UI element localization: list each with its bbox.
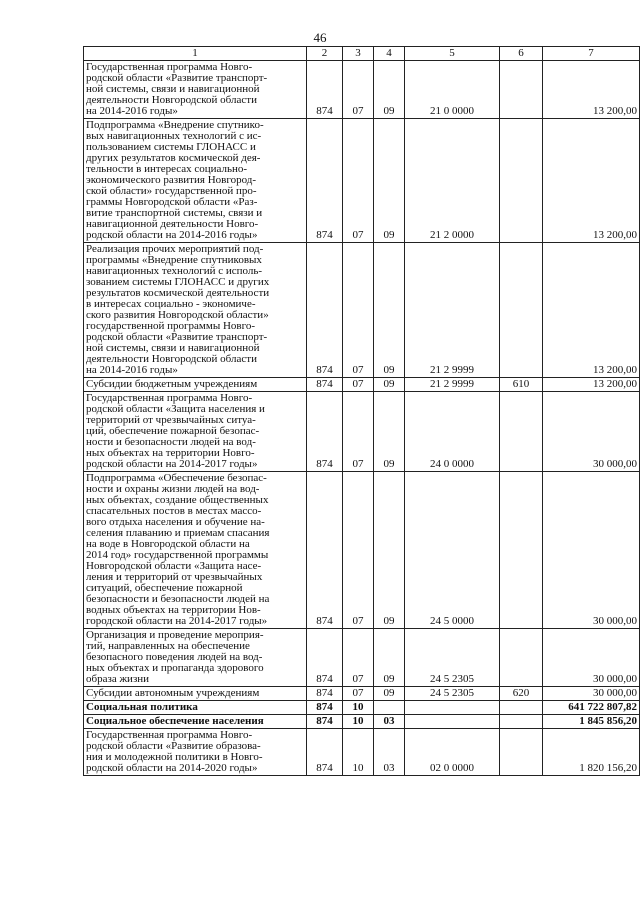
target-article-cell: 02 0 0000 <box>405 729 500 776</box>
ministry-code-cell: 874 <box>307 61 343 119</box>
expense-type-cell: 620 <box>500 687 543 701</box>
amount-cell: 13 200,00 <box>543 119 640 243</box>
row-name-cell: Субсидии автономным учреждениям <box>84 687 307 701</box>
expense-type-cell <box>500 392 543 472</box>
column-header: 4 <box>374 47 405 61</box>
row-name-cell: Субсидии бюджетным учреждениям <box>84 378 307 392</box>
amount-cell: 30 000,00 <box>543 687 640 701</box>
target-article-cell: 24 5 2305 <box>405 687 500 701</box>
ministry-code-cell: 874 <box>307 378 343 392</box>
amount-cell: 1 820 156,20 <box>543 729 640 776</box>
subsection-code-cell: 09 <box>374 472 405 629</box>
ministry-code-cell: 874 <box>307 701 343 715</box>
table-row <box>84 392 640 472</box>
section-code-cell: 10 <box>343 729 374 776</box>
table-row <box>84 61 640 119</box>
subsection-code-cell: 09 <box>374 378 405 392</box>
subsection-code-cell: 09 <box>374 243 405 378</box>
row-name-cell: Реализация прочих мероприятий под- программы «Внедрение спутниковых навигационных технологий с исполь- зованием системы ГЛОНАСС и других результатов космической деятельности в интересах социально - экономиче- ского развития Новгородской области» государственной программы Новго- родской области «Развитие транспорт- ной системы, связи и навигационной деятельности Новгородской области на 2014-2016 годы» <box>84 243 307 378</box>
expense-type-cell <box>500 715 543 729</box>
ministry-code-cell: 874 <box>307 715 343 729</box>
section-code-cell: 07 <box>343 378 374 392</box>
subsection-code-cell: 03 <box>374 729 405 776</box>
amount-cell: 1 845 856,20 <box>543 715 640 729</box>
row-name-cell: Подпрограмма «Внедрение спутнико- вых навигационных технологий с ис- пользованием системы ГЛОНАСС и других результатов космической дея- тельности в интересах социально- экономического развития Новгород- ской области» государственной про- граммы Новгородской области «Раз- витие транспортной системы, связи и навигационной деятельности Новго- родской области на 2014-2016 годы» <box>84 119 307 243</box>
column-header: 1 <box>84 47 307 61</box>
ministry-code-cell: 874 <box>307 472 343 629</box>
page-number: 46 <box>313 30 327 45</box>
table-row <box>84 701 640 715</box>
subsection-code-cell: 09 <box>374 629 405 687</box>
amount-cell: 30 000,00 <box>543 472 640 629</box>
row-name-cell: Подпрограмма «Обеспечение безопас- ности и охраны жизни людей на вод- ных объектах, создание общественных спасательных постов в местах массо- вого отдыха населения и обучение на- селения плаванию и приемам спасания на воде в Новгородской области на 2014 год» государственной программы Новгородской области «Защита насе- ления и территорий от чрезвычайных ситуаций, обеспечение пожарной безопасности и безопасности людей на водных объектах на территории Нов- городской области на 2014-2017 годы» <box>84 472 307 629</box>
row-name-cell: Государственная программа Новго- родской области «Развитие образова- ния и молодежной политики в Новго- родской области на 2014-2020 годы» <box>84 729 307 776</box>
expense-type-cell <box>500 472 543 629</box>
table-row <box>84 243 640 378</box>
target-article-cell: 21 0 0000 <box>405 61 500 119</box>
target-article-cell: 24 5 0000 <box>405 472 500 629</box>
section-code-cell: 07 <box>343 119 374 243</box>
expense-type-cell <box>500 701 543 715</box>
row-name-cell: Социальная политика <box>84 701 307 715</box>
table-row <box>84 119 640 243</box>
ministry-code-cell: 874 <box>307 392 343 472</box>
column-header: 7 <box>543 47 640 61</box>
amount-cell: 641 722 807,82 <box>543 701 640 715</box>
column-header: 6 <box>500 47 543 61</box>
table-row <box>84 715 640 729</box>
table-row <box>84 472 640 629</box>
row-name-cell: Государственная программа Новго- родской области «Развитие транспорт- ной системы, связи и навигационной деятельности Новгородской области на 2014-2016 годы» <box>84 61 307 119</box>
expense-type-cell: 610 <box>500 378 543 392</box>
subsection-code-cell: 09 <box>374 61 405 119</box>
expense-type-cell <box>500 729 543 776</box>
target-article-cell: 21 2 9999 <box>405 378 500 392</box>
expense-type-cell <box>500 243 543 378</box>
amount-cell: 13 200,00 <box>543 378 640 392</box>
expense-type-cell <box>500 61 543 119</box>
section-code-cell: 10 <box>343 715 374 729</box>
table-row <box>84 629 640 687</box>
ministry-code-cell: 874 <box>307 243 343 378</box>
target-article-cell: 24 0 0000 <box>405 392 500 472</box>
table-row <box>84 687 640 701</box>
amount-cell: 30 000,00 <box>543 629 640 687</box>
target-article-cell <box>405 701 500 715</box>
ministry-code-cell: 874 <box>307 687 343 701</box>
subsection-code-cell: 09 <box>374 119 405 243</box>
amount-cell: 30 000,00 <box>543 392 640 472</box>
subsection-code-cell: 09 <box>374 392 405 472</box>
subsection-code-cell: 03 <box>374 715 405 729</box>
section-code-cell: 07 <box>343 392 374 472</box>
section-code-cell: 07 <box>343 61 374 119</box>
target-article-cell: 24 5 2305 <box>405 629 500 687</box>
table-header-row <box>84 47 640 61</box>
section-code-cell: 10 <box>343 701 374 715</box>
subsection-code-cell: 09 <box>374 687 405 701</box>
column-header: 3 <box>343 47 374 61</box>
budget-table <box>83 46 640 776</box>
row-name-cell: Государственная программа Новго- родской области «Защита населения и территорий от чрезвычайных ситуа- ций, обеспечение пожарной безопас- ности и безопасности людей на вод- ных объектах на территории Новго- родской области на 2014-2017 годы» <box>84 392 307 472</box>
subsection-code-cell <box>374 701 405 715</box>
ministry-code-cell: 874 <box>307 119 343 243</box>
target-article-cell: 21 2 0000 <box>405 119 500 243</box>
expense-type-cell <box>500 629 543 687</box>
section-code-cell: 07 <box>343 629 374 687</box>
expense-type-cell <box>500 119 543 243</box>
section-code-cell: 07 <box>343 687 374 701</box>
column-header: 2 <box>307 47 343 61</box>
amount-cell: 13 200,00 <box>543 61 640 119</box>
ministry-code-cell: 874 <box>307 629 343 687</box>
section-code-cell: 07 <box>343 472 374 629</box>
column-header: 5 <box>405 47 500 61</box>
target-article-cell: 21 2 9999 <box>405 243 500 378</box>
table-row <box>84 729 640 776</box>
target-article-cell <box>405 715 500 729</box>
section-code-cell: 07 <box>343 243 374 378</box>
row-name-cell: Организация и проведение мероприя- тий, направленных на обеспечение безопасного поведения людей на вод- ных объектах и пропаганда здорового образа жизни <box>84 629 307 687</box>
amount-cell: 13 200,00 <box>543 243 640 378</box>
row-name-cell: Социальное обеспечение населения <box>84 715 307 729</box>
table-row <box>84 378 640 392</box>
ministry-code-cell: 874 <box>307 729 343 776</box>
